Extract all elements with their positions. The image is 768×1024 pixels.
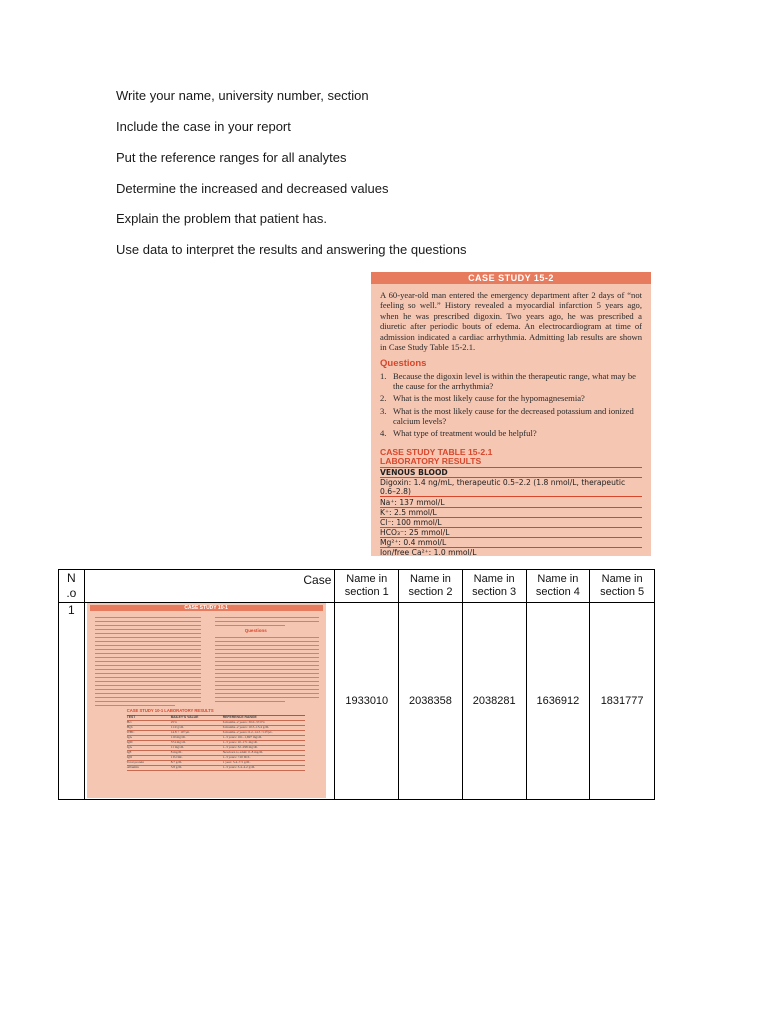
header-section-3: Name in section 3: [462, 570, 526, 603]
case-study-10-1-figure: [87, 603, 326, 798]
lab-row-chloride: Cl⁻: 100 mmol/L: [380, 518, 642, 528]
lab-row-venous-blood: VENOUS BLOOD: [380, 468, 642, 478]
lab-row-magnesium: Mg²⁺: 0.4 mmol/L: [380, 538, 642, 548]
case-study-10-1-questions-heading: Questions: [244, 628, 267, 633]
question-number: 4.: [380, 428, 387, 439]
lab-value: 8.7 g/dL: [170, 760, 183, 764]
case-study-10-1-title: CASE STUDY 10-1: [90, 605, 323, 611]
lab-range: 1 year: 5.4–7.5 g/dL: [222, 760, 251, 764]
question-item: [380, 393, 642, 403]
instruction-5: Explain the problem that patient has.: [116, 211, 328, 226]
lab-value: 25%: [170, 720, 177, 724]
lab-range: Newborn to adult: 0–8 mg/dL: [222, 750, 264, 754]
header-section-5: Name in section 5: [590, 570, 655, 603]
section-4-value: 1636912: [526, 603, 590, 800]
lab-value: 8 mg/dL: [170, 750, 183, 754]
lab-row-ionized-calcium: Ion/free Ca²⁺: 1.0 mmol/L: [380, 548, 642, 556]
lab-value: 1 IU/mL: [170, 755, 183, 759]
case-study-15-2-figure: [371, 272, 651, 556]
table-row: [59, 603, 655, 800]
table-header-row: [59, 570, 655, 603]
lab-range: 1–3 years: 3.4–4.2 g/dL: [222, 765, 255, 769]
question-text: Because the digoxin level is within the therapeutic range, what may be the cause for the arrhythmia?: [393, 371, 636, 392]
lab-test: Hct: [126, 720, 132, 724]
lab-test: IgD: [126, 755, 132, 759]
lab-row-digoxin: Digoxin: 1.4 ng/mL, therapeutic 0.5–2.2 (1.8 nmol/L, therapeutic 0.6–2.8): [380, 478, 642, 497]
instruction-6: Use data to interpret the results and answering the questions: [116, 242, 467, 257]
header-section-1: Name in section 1: [335, 570, 399, 603]
questions-list: [380, 371, 642, 440]
question-item: [380, 371, 642, 391]
section-3-value: 2038281: [462, 603, 526, 800]
case-study-10-1-table-title: CASE STUDY 10-1 LABORATORY RESULTS: [126, 708, 214, 713]
instruction-3: Put the reference ranges for all analytes: [116, 150, 347, 165]
question-text: What is the most likely cause for the decreased potassium and ionized calcium levels?: [393, 405, 634, 426]
lab-test: Total protein: [126, 760, 145, 764]
case-cell: [84, 603, 335, 800]
lab-range: 6 months–2 years: 6.2–14.5 ×10³/µL: [222, 730, 273, 734]
col-range: REFERENCE RANGE: [222, 715, 257, 719]
lab-value: 11.9 g/dL: [170, 725, 184, 729]
header-no-label: N .o: [66, 571, 77, 600]
lab-range: 6 months–2 years: 10.5–13.4 g/dL: [222, 725, 270, 729]
lab-test: IgE: [126, 750, 132, 754]
lab-range: 1–3 years: 161–1,697 mg/dL: [222, 735, 262, 739]
lab-row-sodium: Na⁺: 137 mmol/L: [380, 498, 642, 508]
lab-range: 6 months–2 years: 30.0–37.0%: [222, 720, 265, 724]
lab-test: Hgb: [126, 725, 133, 729]
assignment-table: [58, 569, 655, 800]
question-item: [380, 406, 642, 426]
lab-range: 1–3 years: 10–171 mg/dL: [222, 740, 258, 744]
header-no: [59, 570, 85, 603]
header-section-4: Name in section 4: [526, 570, 590, 603]
lab-value: 14.8 × 10³/µL: [170, 730, 190, 734]
question-number: 3.: [380, 405, 387, 416]
instruction-1: Write your name, university number, section: [116, 88, 369, 103]
instruction-4: Determine the increased and decreased values: [116, 181, 389, 196]
lab-value: 3.8 g/dL: [170, 765, 183, 769]
section-2-value: 2038358: [399, 603, 463, 800]
lab-row-bicarbonate: HCO₃⁻: 25 mmol/L: [380, 528, 642, 538]
lab-row-potassium: K⁺: 2.5 mmol/L: [380, 508, 642, 518]
lab-test: WBC: [126, 730, 135, 734]
lab-table-title: [380, 448, 492, 466]
lab-test: IgA: [126, 735, 132, 739]
section-1-value: 1933010: [335, 603, 399, 800]
section-5-value: 1831777: [590, 603, 655, 800]
question-text: What is the most likely cause for the hypomagnesemia?: [393, 393, 585, 404]
header-section-2: Name in section 2: [399, 570, 463, 603]
col-value: BAILEY'S VALUE: [170, 715, 199, 719]
lab-range: 1–3 years: 32–298 mg/dL: [222, 745, 258, 749]
case-study-title: CASE STUDY 15-2: [371, 272, 651, 284]
question-number: 2.: [380, 393, 387, 404]
questions-heading: Questions: [380, 358, 427, 369]
lab-range: 1–3 years: <10 IU/L: [222, 755, 251, 759]
instruction-2: Include the case in your report: [116, 119, 291, 134]
question-number: 1.: [380, 371, 387, 381]
col-test: TEST: [126, 715, 136, 719]
lab-test: IgA: [126, 745, 132, 749]
question-item: [380, 428, 642, 438]
row-number: 1: [59, 603, 85, 800]
lab-test: IgM: [126, 740, 133, 744]
question-text: What type of treatment would be helpful?: [393, 428, 537, 439]
lab-table-title-line-1: CASE STUDY TABLE 15-2.1: [380, 447, 493, 457]
lab-test: Albumin: [126, 765, 139, 769]
case-study-paragraph: A 60-year-old man entered the emergency department after 2 days of “not feeling so well.” History revealed a myocardial infarction 5 years ago, when he was prescribed digoxin. Two years ago, he was prescribed a diuretic after periodic bouts of edema. An electrocardiogram at time of admission indicated a cardiac arrhythmia. Admitting lab results are shown in Case Study Table 15-2.1.: [380, 290, 642, 353]
lab-value: 110 mg/dL: [170, 735, 186, 739]
lab-value: 11 mg/dL: [170, 745, 184, 749]
lab-value: 574 mg/dL: [170, 740, 186, 744]
header-case: Case: [84, 570, 335, 603]
lab-table-title-line-2: LABORATORY RESULTS: [380, 456, 482, 466]
